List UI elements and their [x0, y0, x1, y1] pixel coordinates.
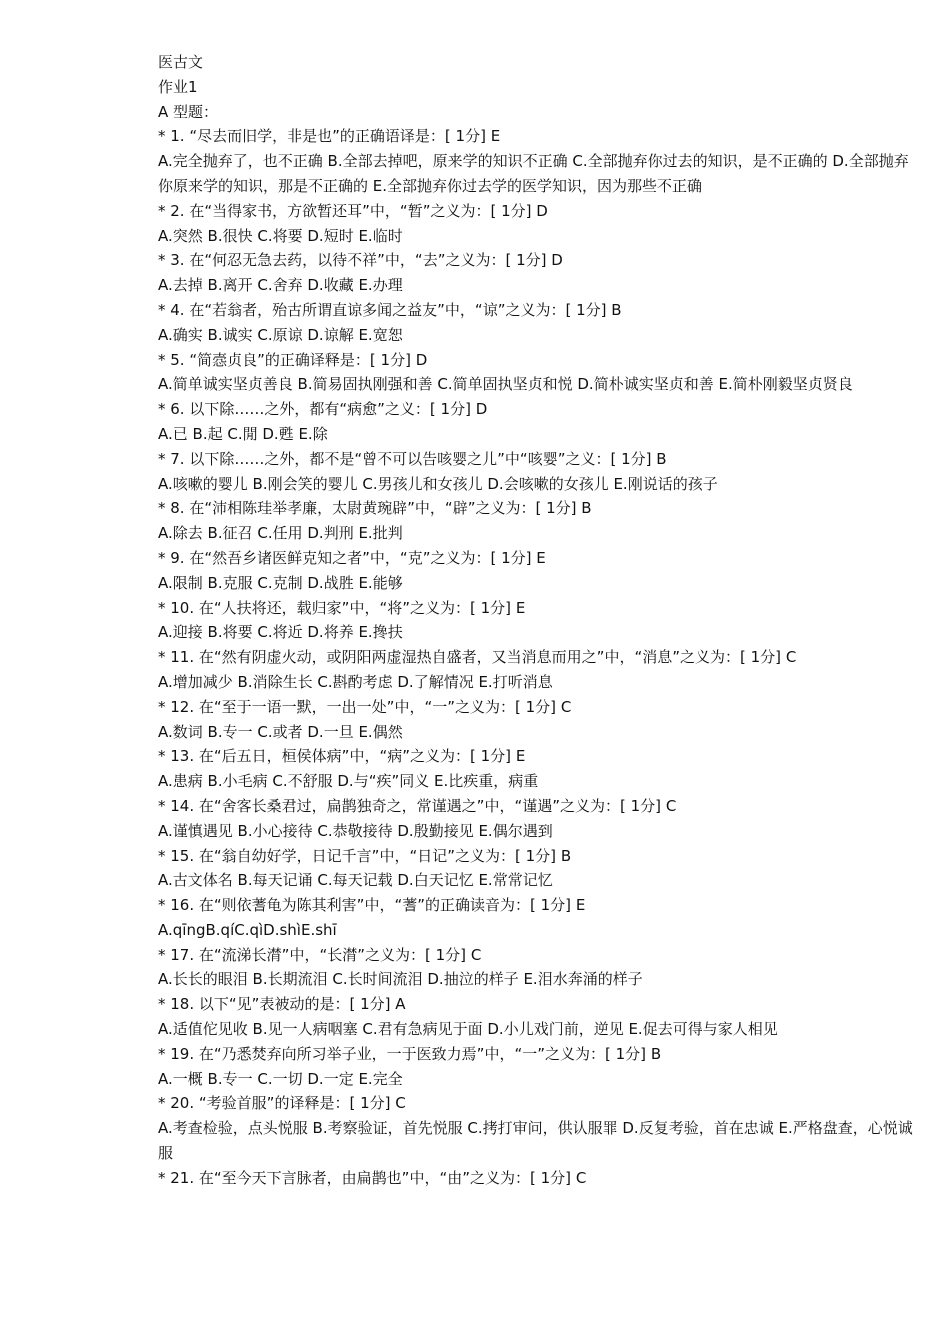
question-text: 在“然有阴虚火动，或阴阳两虚湿热自盛者，又当消息而用之”中，“消息”之义为： [198, 648, 740, 667]
question-answer: B [581, 499, 592, 518]
question-number: * 14. [158, 796, 195, 815]
question-options: A.患病 B.小毛病 C.不舒服 D.与“疾”同义 E.比疾重，病重 [158, 772, 539, 791]
question-options: A.考查检验，点头悦服 B.考察验证，首先悦服 C.拷打审问，供认服罪 D.反复考验，首在忠诚 E.严格盘查，心悦诚服 [158, 1119, 913, 1163]
question-options: A.完全抛弃了，也不正确 B.全部去掉吧，原来学的知识不正确 C.全部抛弃你过去的知识，是不正确的 D.全部抛弃你原来学的知识，那是不正确的 E.全部抛弃你过去学的医学知识，因为那些不正确 [158, 152, 909, 195]
question-answer: C [395, 1094, 406, 1113]
question-answer: B [650, 1044, 662, 1063]
question-line [158, 496, 918, 521]
question-answer: C [470, 945, 482, 964]
question-score: [ 1分] [515, 697, 557, 716]
question-text: 在“沛相陈珪举孝廉，太尉黄琬辟”中，“辟”之义为： [189, 499, 536, 518]
question-line [158, 744, 918, 769]
question-number: * 6. [158, 400, 185, 419]
question-options: A.长长的眼泪 B.长期流泪 C.长时间流泪 D.抽泣的样子 E.泪水奔涌的样子 [158, 970, 643, 989]
question-text: 在“至于一语一默，一出一处”中，“一”之义为： [198, 697, 515, 716]
question-text: 在“至今天下言脉者，由扁鹊也”中，“由”之义为： [198, 1168, 530, 1187]
question-options: A.qīngB.qíC.qìD.shìE.shī [158, 920, 337, 939]
question-line [158, 1166, 918, 1191]
question-line [158, 546, 918, 571]
question-text: 在“流涕长潸”中，“长潸”之义为： [198, 945, 425, 964]
question-number: * 7. [158, 449, 185, 468]
question-line [158, 199, 918, 224]
doc-subtitle: 作业1 [158, 77, 198, 96]
question-score: [ 1分] [490, 548, 532, 567]
question-line [158, 298, 918, 323]
question-line [158, 124, 918, 149]
question-number: * 16. [158, 896, 195, 915]
question-line [158, 1091, 918, 1116]
question-options: A.限制 B.克服 C.克制 D.战胜 E.能够 [158, 573, 403, 592]
question-text: 在“若翁者，殆古所谓直谅多闻之益友”中，“谅”之义为： [189, 300, 566, 319]
question-line [158, 596, 918, 621]
question-line [158, 943, 918, 968]
question-text: 在“何忍无急去药，以待不祥”中，“去”之义为： [189, 251, 506, 270]
question-score: [ 1分] [490, 201, 532, 220]
question-options: A.古文体名 B.每天记诵 C.每天记载 D.白天记忆 E.常常记忆 [158, 871, 553, 890]
question-score: [ 1分] [565, 300, 607, 319]
question-answer: D [415, 350, 428, 369]
question-number: * 2. [158, 201, 185, 220]
question-options: A.除去 B.征召 C.任用 D.判刑 E.批判 [158, 524, 403, 543]
question-list [158, 124, 918, 1190]
question-number: * 21. [158, 1168, 195, 1187]
question-answer: B [656, 449, 667, 468]
document-page [158, 50, 918, 1191]
question-score: [ 1分] [444, 127, 486, 146]
question-options: A.简单诚实坚贞善良 B.简易固执刚强和善 C.简单固执坚贞和悦 D.简朴诚实坚贞和善 E.简朴刚毅坚贞贤良 [158, 375, 853, 394]
question-number: * 5. [158, 350, 185, 369]
question-line [158, 794, 918, 819]
question-text: 以下除……之外，都不是“曾不可以告咳婴之儿”中“咳婴”之义： [189, 449, 611, 468]
question-text: 以下“见”表被动的是： [198, 995, 350, 1014]
question-answer: C [560, 697, 572, 716]
question-answer: C [665, 796, 677, 815]
question-answer: D [475, 400, 488, 419]
question-options: A.增加减少 B.消除生长 C.斟酌考虑 D.了解情况 E.打听消息 [158, 672, 553, 691]
question-score: [ 1分] [470, 747, 512, 766]
question-score: [ 1分] [349, 1094, 391, 1113]
question-score: [ 1分] [429, 400, 471, 419]
question-number: * 4. [158, 300, 185, 319]
question-answer: E [515, 747, 526, 766]
question-line [158, 397, 918, 422]
question-options: A.谨慎遇见 B.小心接待 C.恭敬接待 D.殷勤接见 E.偶尔遇到 [158, 821, 553, 840]
question-text: 在“当得家书，方欲暂还耳”中，“暂”之义为： [189, 201, 491, 220]
question-answer: E [490, 127, 501, 146]
question-number: * 17. [158, 945, 195, 964]
question-text: 在“后五日，桓侯体病”中，“病”之义为： [198, 747, 470, 766]
question-options: A.确实 B.诚实 C.原谅 D.谅解 E.宽恕 [158, 325, 403, 344]
question-text: “简悫贞良”的正确译释是： [189, 350, 370, 369]
question-number: * 3. [158, 251, 185, 270]
question-score: [ 1分] [740, 648, 782, 667]
question-score: [ 1分] [505, 251, 547, 270]
question-line [158, 695, 918, 720]
question-answer: C [785, 648, 797, 667]
question-score: [ 1分] [530, 896, 572, 915]
question-answer: C [575, 1168, 587, 1187]
question-answer: D [536, 201, 548, 220]
question-line [158, 1042, 918, 1067]
question-text: 以下除……之外，都有“病愈”之义： [189, 400, 430, 419]
question-options: A.咳嗽的婴儿 B.刚会笑的婴儿 C.男孩儿和女孩儿 D.会咳嗽的女孩儿 E.刚说话的孩子 [158, 474, 718, 493]
question-options: A.适值佗见收 B.见一人病咽塞 C.君有急病见于面 D.小儿戏门前，逆见 E.促去可得与家人相见 [158, 1020, 778, 1039]
question-score: [ 1分] [369, 350, 411, 369]
question-options: A.迎接 B.将要 C.将近 D.将养 E.搀扶 [158, 623, 403, 642]
question-answer: E [515, 598, 526, 617]
question-number: * 10. [158, 598, 195, 617]
question-score: [ 1分] [470, 598, 512, 617]
question-score: [ 1分] [530, 1168, 572, 1187]
question-text: “考验首服”的译释是： [198, 1094, 350, 1113]
question-number: * 18. [158, 995, 195, 1014]
question-options: A.一概 B.专一 C.一切 D.一定 E.完全 [158, 1069, 403, 1088]
doc-title: 医古文 [158, 53, 204, 71]
question-number: * 20. [158, 1094, 195, 1113]
question-line [158, 645, 918, 670]
question-line [158, 844, 918, 869]
question-answer: B [560, 846, 572, 865]
question-line [158, 248, 918, 273]
question-answer: D [551, 251, 563, 270]
question-number: * 8. [158, 499, 185, 518]
question-line [158, 348, 918, 373]
question-score: [ 1分] [610, 449, 652, 468]
question-text: “尽去而旧学，非是也”的正确语译是： [189, 127, 445, 146]
question-score: [ 1分] [620, 796, 662, 815]
question-number: * 13. [158, 747, 195, 766]
question-options: A.突然 B.很快 C.将要 D.短时 E.临时 [158, 226, 403, 245]
question-score: [ 1分] [425, 945, 467, 964]
question-line [158, 992, 918, 1017]
question-line [158, 447, 918, 472]
question-number: * 11. [158, 648, 195, 667]
question-text: 在“然吾乡诸医鲜克知之者”中，“克”之义为： [189, 548, 491, 567]
question-text: 在“翁自幼好学，日记千言”中，“日记”之义为： [198, 846, 515, 865]
section-heading: A 型题： [158, 102, 219, 121]
question-options: A.去掉 B.离开 C.舍弃 D.收藏 E.办理 [158, 276, 403, 295]
question-score: [ 1分] [605, 1044, 647, 1063]
question-score: [ 1分] [349, 995, 391, 1014]
question-score: [ 1分] [515, 846, 557, 865]
question-answer: E [536, 548, 546, 567]
question-answer: B [611, 300, 622, 319]
question-text: 在“人扶将还，载归家”中，“将”之义为： [198, 598, 470, 617]
question-number: * 15. [158, 846, 195, 865]
question-answer: A [395, 995, 406, 1014]
question-text: 在“乃悉焚弃向所习举子业，一于医致力焉”中，“一”之义为： [198, 1044, 605, 1063]
question-text: 在“舍客长桑君过，扁鹊独奇之，常谨遇之”中，“谨遇”之义为： [198, 796, 620, 815]
question-text: 在“则依蓍龟为陈其利害”中，“蓍”的正确读音为： [198, 896, 530, 915]
question-score: [ 1分] [535, 499, 577, 518]
question-number: * 1. [158, 127, 185, 146]
question-line [158, 893, 918, 918]
question-number: * 9. [158, 548, 185, 567]
question-options: A.已 B.起 C.閒 D.甦 E.除 [158, 424, 328, 443]
question-answer: E [575, 896, 586, 915]
question-number: * 12. [158, 697, 195, 716]
question-number: * 19. [158, 1044, 195, 1063]
question-options: A.数词 B.专一 C.或者 D.一旦 E.偶然 [158, 722, 403, 741]
